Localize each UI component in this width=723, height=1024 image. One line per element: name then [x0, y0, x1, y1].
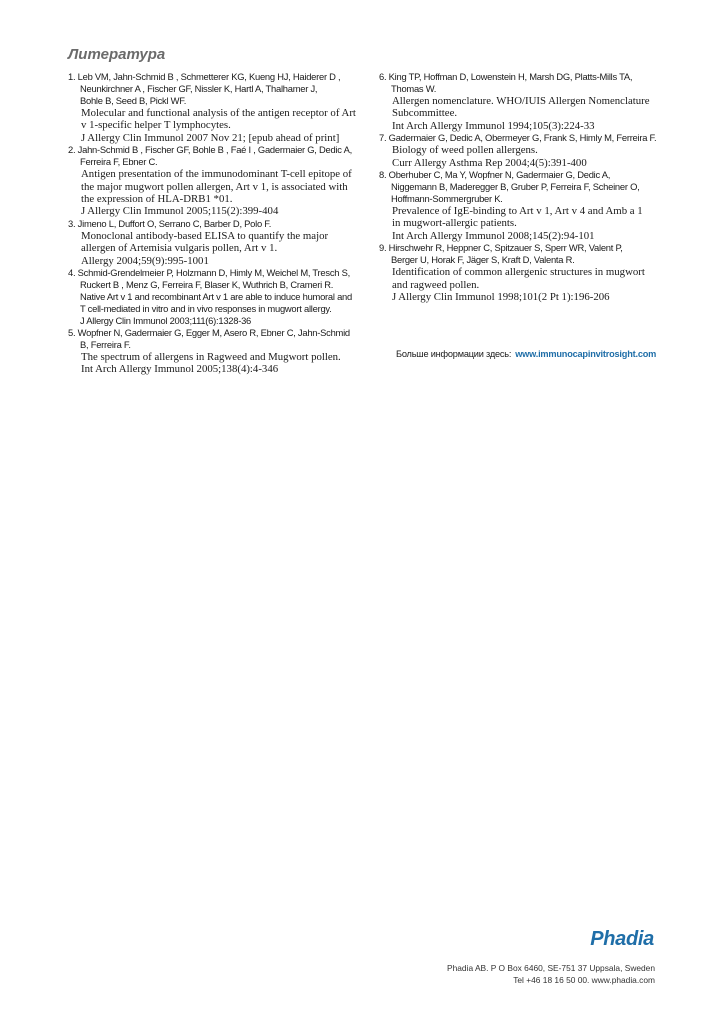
reference-journal: Curr Allergy Asthma Rep 2004;4(5):391-400	[392, 156, 587, 169]
reference-title: Biology of weed pollen allergens.	[392, 144, 538, 157]
reference-item	[68, 71, 368, 144]
reference-item	[68, 218, 368, 267]
reference-journal: J Allergy Clin Immunol 1998;101(2 Pt 1):196-206	[392, 291, 610, 304]
reference-title: Monoclonal antibody-based ELISA to quantify the major allergen of Artemisia vulgaris pollen, Art v 1.	[81, 229, 329, 255]
footer-address: Phadia AB. P O Box 6460, SE-751 37 Uppsala, Sweden	[447, 963, 655, 973]
reference-journal: Int Arch Allergy Immunol 1994;105(3):224-33	[392, 119, 595, 132]
reference-authors: 2. Jahn-Schmid B , Fischer GF, Bohle B , Faé I , Gadermaier G, Dedic A, Ferreira F, Ebner C.	[68, 144, 352, 168]
more-info-label: Больше информации здесь:	[396, 349, 512, 359]
reference-title: Allergen nomenclature. WHO/IUIS Allergen Nomenclature Subcommittee.	[392, 95, 650, 120]
reference-authors: 3. Jimeno L, Duffort O, Serrano C, Barber D, Polo F.	[68, 217, 272, 229]
reference-authors: 1. Leb VM, Jahn-Schmid B , Schmetterer KG, Kueng HJ, Haiderer D , Neunkirchner A , Fischer GF, Nissler K, Hartl A, Thalhamer J, Bohle B, Seed B, Pickl WF.	[68, 71, 341, 106]
reference-journal: Allergy 2004;59(9):995-1001	[81, 254, 209, 267]
reference-title: The spectrum of allergens in Ragweed and Mugwort pollen.	[81, 351, 341, 364]
reference-title: Prevalence of IgE-binding to Art v 1, Art v 4 and Amb a 1 in mugwort-allergic patients.	[392, 205, 643, 230]
reference-journal: Int Arch Allergy Immunol 2005;138(4):4-346	[81, 363, 279, 376]
reference-item	[379, 169, 679, 242]
reference-authors: 4. Schmid-Grendelmeier P, Holzmann D, Himly M, Weichel M, Tresch S, Ruckert B , Menz G, Ferreira F, Blaser K, Wuthrich B, Crameri R. Native Art v 1 and recombinant Art v 1 are able to induce humoral and T cell-mediated in vitro and in vivo responses in mugwort allergy. J Allergy Clin Immunol 2003;111(6):1328-36	[68, 267, 352, 327]
reference-title: Identification of common allergenic structures in mugwort and ragweed pollen.	[392, 266, 645, 291]
reference-item	[68, 144, 368, 218]
footer-contact: Tel +46 18 16 50 00. www.phadia.com	[513, 975, 655, 985]
reference-authors: 7. Gadermaier G, Dedic A, Obermeyer G, Frank S, Himly M, Ferreira F.	[379, 132, 657, 144]
reference-item	[379, 132, 679, 169]
reference-item	[68, 267, 368, 327]
reference-title: Antigen presentation of the immunodominant T-cell epitope of the major mugwort pollen allergen, Art v 1, is associated with the expression of HLA-DRB1 *01.	[81, 168, 352, 206]
more-info-link[interactable]: www.immunocapinvitrosight.com	[515, 349, 657, 359]
page-title: Литература	[68, 46, 166, 63]
reference-authors: 5. Wopfner N, Gadermaier G, Egger M, Asero R, Ebner C, Jahn-Schmid B, Ferreira F.	[68, 327, 350, 351]
reference-item	[379, 71, 679, 132]
reference-journal: J Allergy Clin Immunol 2007 Nov 21; [epub ahead of print]	[81, 131, 340, 144]
footer-address-block	[447, 962, 655, 986]
reference-authors: 8. Oberhuber C, Ma Y, Wopfner N, Gadermaier G, Dedic A, Niggemann B, Maderegger B, Gruber P, Ferreira F, Scheiner O, Hoffmann-Sommergruber K.	[379, 169, 640, 205]
reference-title: Molecular and functional analysis of the antigen receptor of Art v 1-specific helper T lymphocytes.	[81, 107, 356, 132]
references-column-right	[379, 71, 679, 303]
reference-item	[379, 242, 679, 303]
reference-journal: J Allergy Clin Immunol 2005;115(2):399-404	[81, 205, 279, 218]
reference-journal: Int Arch Allergy Immunol 2008;145(2):94-101	[392, 229, 595, 242]
phadia-logo: Phadia	[590, 928, 654, 950]
references-column-left	[68, 71, 368, 376]
reference-item	[68, 327, 368, 376]
reference-authors: 6. King TP, Hoffman D, Lowenstein H, Marsh DG, Platts-Mills TA, Thomas W.	[379, 71, 633, 94]
reference-authors: 9. Hirschwehr R, Heppner C, Spitzauer S, Sperr WR, Valent P, Berger U, Horak F, Jäger S, Kraft D, Valenta R.	[379, 242, 623, 266]
more-info-line	[396, 349, 656, 359]
